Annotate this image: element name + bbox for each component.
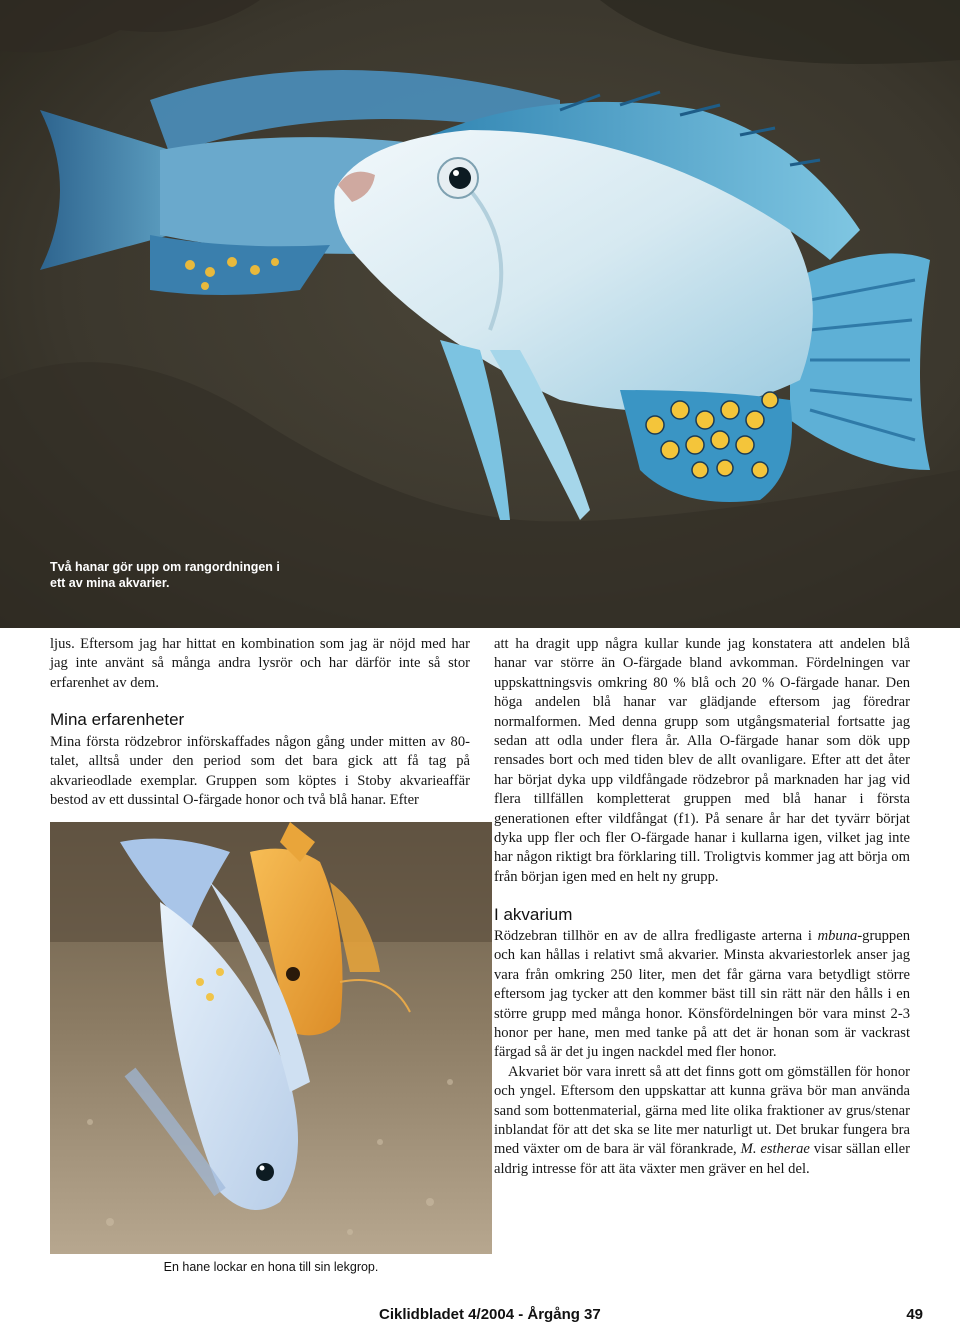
p2-italic-mbuna: mbuna	[817, 928, 858, 944]
p3-italic-species: M. estherae	[740, 1141, 810, 1158]
hero-fish-illustration	[0, 0, 960, 628]
heading-i-akvarium: I akvarium	[494, 905, 573, 924]
right-paragraphs-2-3	[494, 927, 910, 1179]
p2-part1: Rödzebran tillhör en av de allra fredligaste arterna i	[494, 928, 818, 944]
heading-mina-erfarenheter: Mina erfarenheter	[50, 710, 185, 729]
left-column	[50, 635, 470, 693]
left-paragraph: Mina första rödzebror införskaffades någon gång under mitten av 80-talet, alltså under den period som det bara gick att få tag på akvarieodlade exemplar. Gruppen som köptes i Stoby akvarieaffär bestod av ett dussintal O-färgade honor och två blå hanar. Efter	[50, 734, 470, 809]
right-paragraph-2	[494, 927, 910, 1063]
hero-photo	[0, 0, 960, 628]
footer-publication: Ciklidbladet 4/2004 - Årgång 37	[379, 1306, 601, 1323]
hero-caption: Två hanar gör upp om rangordningen i ett av mina akvarier.	[50, 560, 280, 590]
left-paragraph-block	[50, 733, 470, 811]
left-continuation-paragraph: ljus. Eftersom jag har hittat en kombination som jag är nöjd med har jag inte använt så många andra lysrör och har därför inte så stor erfarenhet av dem.	[50, 636, 470, 691]
p2-part2: -gruppen och kan hållas i relativt små akvarier. Minsta akvariestorlek anser jag vara från omkring 250 liter, men det får gärna vara betydligt större eftersom jag tycker att den kommer bäst till sin rätt när den hålls i en större grupp med många honor. Könsfördelningen bör vara minst 2-3 honor per hane, men med tanke på att det är honan som är vackrast färgad så är det ju ingen nackdel med fler honor.	[494, 928, 910, 1061]
right-paragraph-1: att ha dragit upp några kullar kunde jag konstatera att andelen blå hanar var större än O-färgade bland avkomman. Fördelningen var uppskattningsvis omkring 80 % blå och 20 % O-färgade hanar. Den höga andelen blå hanar var glädjande eftersom jag föredrar normalformen. Med denna grupp som utgångsmaterial fortsatte jag sedan att odla under flera år. Alla O-färgade hanar som dök upp rensades bort och med tiden blev de allt ovanligare. Efter att det åter har börjat dyka upp vildfångade rödzebror på marknaden har jag vid flera tillfällen kompletterat gruppen med blå hanar i första generationen efter vildfångat (f1). På senare år har det tyvärr börjat dyka upp fler och fler O-färgade hanar i kullarna igen, vilket jag inte har någon riktigt bra förklaring till. Troligtvis kommer jag att börja om från början igen med en helt ny grupp.	[494, 636, 910, 885]
p3-part2: visar sällan eller aldrig intresse för att äta växter men gräver en hel del.	[494, 1141, 910, 1177]
photo2-caption: En hane lockar en hona till sin lekgrop.	[163, 1260, 379, 1274]
right-paragraph-3	[494, 1063, 910, 1179]
right-column	[494, 635, 910, 887]
spawning-photo	[50, 822, 492, 1254]
spawning-fish-illustration	[50, 822, 492, 1254]
p3-part1: Akvariet bör vara inrett så att det finns gott om gömställen för honor och yngel. Eftersom den uppskattar att kunna gräva bör man använda sand som bottenmaterial, gärna med lite olika fraktioner av grus/stenar inblandat för att det ska se lite mer naturligt ut. Det brukar fungera bra med växter om de bara är väl förankrade,	[494, 1063, 910, 1158]
footer-page-number: 49	[906, 1306, 923, 1323]
